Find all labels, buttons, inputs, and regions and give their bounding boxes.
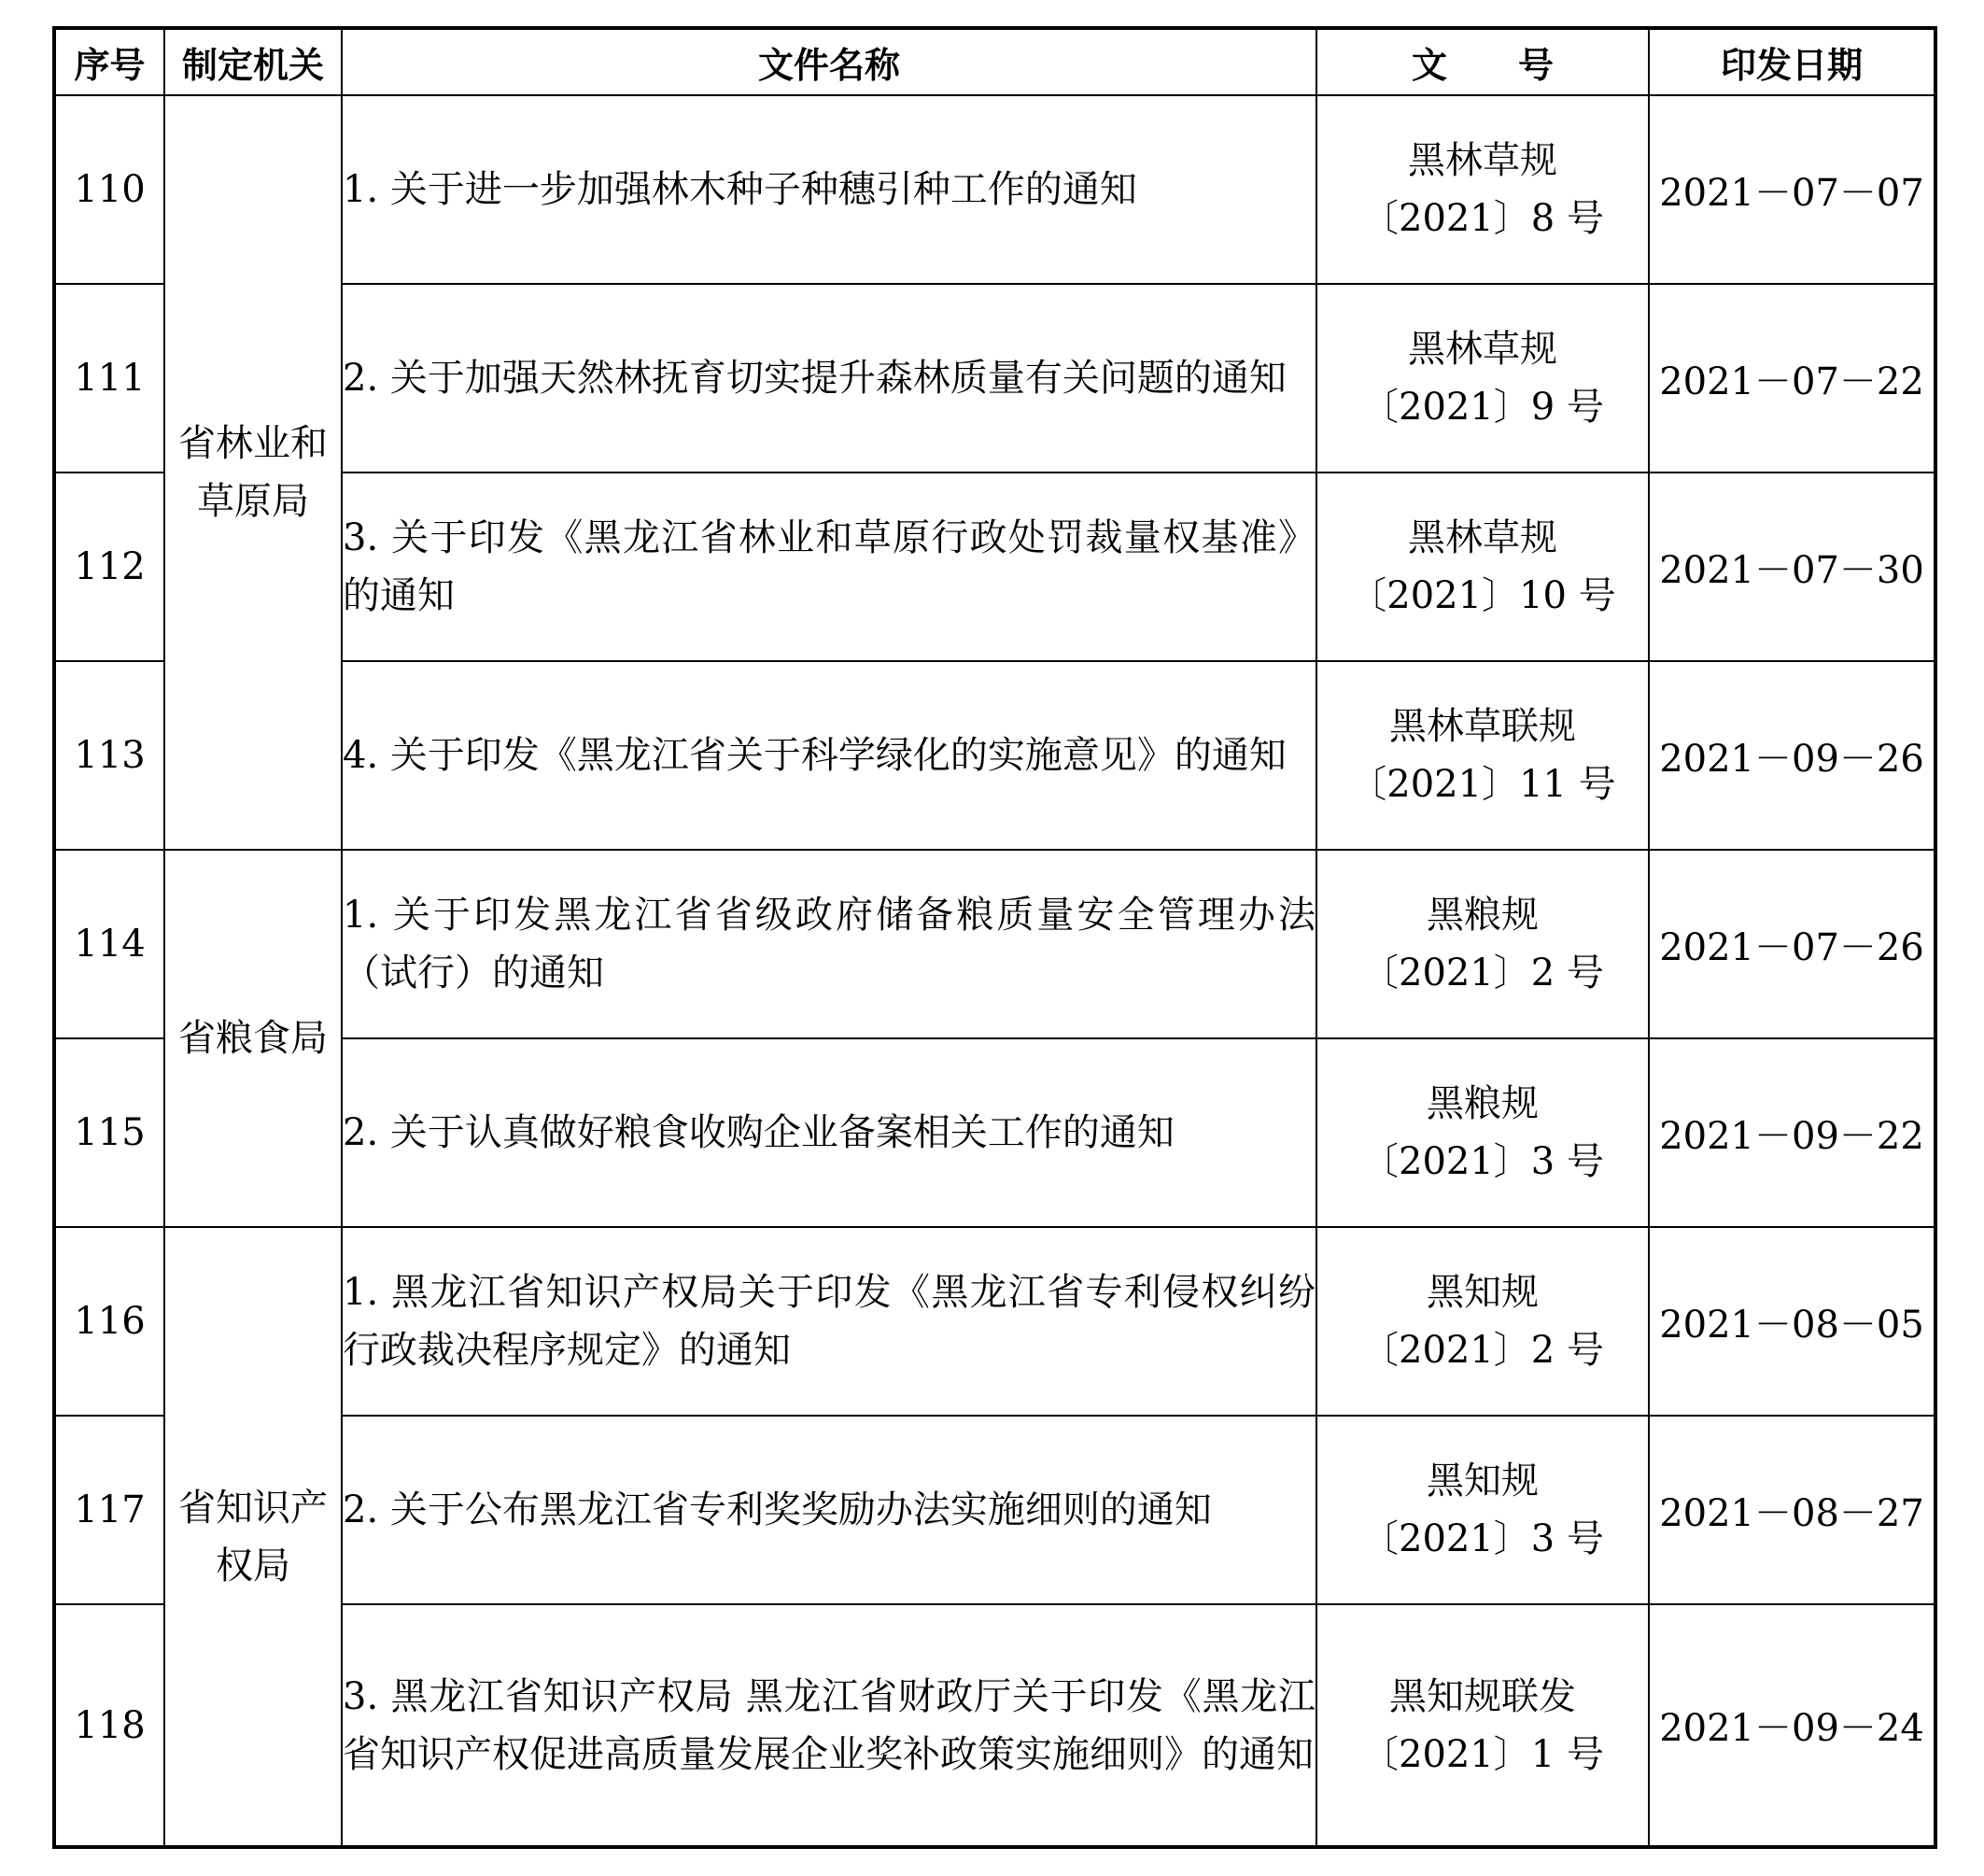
row-title: 3. 黑龙江省知识产权局 黑龙江省财政厅关于印发《黑龙江省知识产权促进高质量发展企业奖补政策实施细则》的通知 [342, 1604, 1316, 1847]
agency-cell [164, 1227, 342, 1847]
row-seq: 116 [54, 1227, 164, 1416]
agency-name: 省林业和草原局 [178, 422, 328, 523]
row-docno [1316, 1227, 1649, 1416]
row-docno [1316, 850, 1649, 1038]
docno-line1: 黑林草联规 [1389, 705, 1576, 748]
header-date: 印发日期 [1649, 28, 1935, 95]
row-title: 2. 关于认真做好粮食收购企业备案相关工作的通知 [342, 1038, 1316, 1227]
agency-cell [164, 95, 342, 850]
row-docno [1316, 284, 1649, 473]
row-docno [1316, 473, 1649, 661]
row-date: 2021－07－07 [1649, 95, 1935, 284]
row-docno [1316, 661, 1649, 850]
docno-line2: 〔2021〕3 号 [1361, 1517, 1604, 1560]
row-date: 2021－07－26 [1649, 850, 1935, 1038]
docno-line1: 黑粮规 [1427, 1082, 1539, 1125]
row-seq: 118 [54, 1604, 164, 1847]
header-agency: 制定机关 [164, 28, 342, 95]
row-docno [1316, 1604, 1649, 1847]
agency-name: 省知识产权局 [178, 1486, 328, 1587]
docno-line2: 〔2021〕10 号 [1349, 574, 1616, 617]
docno-line2: 〔2021〕2 号 [1361, 1329, 1604, 1372]
docno-line2: 〔2021〕3 号 [1361, 1140, 1604, 1183]
table-row [54, 1227, 1935, 1416]
row-seq: 110 [54, 95, 164, 284]
header-seq: 序号 [54, 28, 164, 95]
row-seq: 115 [54, 1038, 164, 1227]
row-seq: 111 [54, 284, 164, 473]
docno-line1: 黑知规 [1427, 1460, 1539, 1502]
docno-line1: 黑林草规 [1408, 516, 1557, 559]
row-title: 2. 关于公布黑龙江省专利奖奖励办法实施细则的通知 [342, 1416, 1316, 1604]
table-row [54, 95, 1935, 284]
table-row [54, 850, 1935, 1038]
row-title: 4. 关于印发《黑龙江省关于科学绿化的实施意见》的通知 [342, 661, 1316, 850]
row-docno [1316, 1038, 1649, 1227]
row-seq: 117 [54, 1416, 164, 1604]
docno-line2: 〔2021〕2 号 [1361, 952, 1604, 994]
header-docno: 文 号 [1316, 28, 1649, 95]
row-date: 2021－09－26 [1649, 661, 1935, 850]
row-title: 1. 黑龙江省知识产权局关于印发《黑龙江省专利侵权纠纷行政裁决程序规定》的通知 [342, 1227, 1316, 1416]
docno-line1: 黑知规 [1427, 1271, 1539, 1314]
docno-line2: 〔2021〕11 号 [1349, 763, 1616, 806]
row-seq: 113 [54, 661, 164, 850]
docno-line1: 黑林草规 [1408, 139, 1557, 182]
row-docno [1316, 1416, 1649, 1604]
header-title: 文件名称 [342, 28, 1316, 95]
docno-line2: 〔2021〕8 号 [1361, 197, 1604, 240]
docno-line2: 〔2021〕1 号 [1361, 1732, 1604, 1776]
row-title: 1. 关于印发黑龙江省省级政府储备粮质量安全管理办法（试行）的通知 [342, 850, 1316, 1038]
document-table [52, 26, 1937, 1849]
docno-line2: 〔2021〕9 号 [1361, 386, 1604, 429]
row-docno [1316, 95, 1649, 284]
row-date: 2021－09－24 [1649, 1604, 1935, 1847]
row-seq: 114 [54, 850, 164, 1038]
docno-line1: 黑知规联发 [1389, 1674, 1576, 1718]
row-title: 1. 关于进一步加强林木种子种穗引种工作的通知 [342, 95, 1316, 284]
header-row [54, 28, 1935, 95]
row-date: 2021－07－30 [1649, 473, 1935, 661]
agency-name: 省粮食局 [178, 1017, 328, 1060]
docno-line1: 黑粮规 [1427, 894, 1539, 937]
row-title: 3. 关于印发《黑龙江省林业和草原行政处罚裁量权基准》的通知 [342, 473, 1316, 661]
row-title: 2. 关于加强天然林抚育切实提升森林质量有关问题的通知 [342, 284, 1316, 473]
row-date: 2021－07－22 [1649, 284, 1935, 473]
row-date: 2021－08－05 [1649, 1227, 1935, 1416]
row-date: 2021－08－27 [1649, 1416, 1935, 1604]
docno-line1: 黑林草规 [1408, 328, 1557, 371]
row-date: 2021－09－22 [1649, 1038, 1935, 1227]
agency-cell [164, 850, 342, 1227]
row-seq: 112 [54, 473, 164, 661]
